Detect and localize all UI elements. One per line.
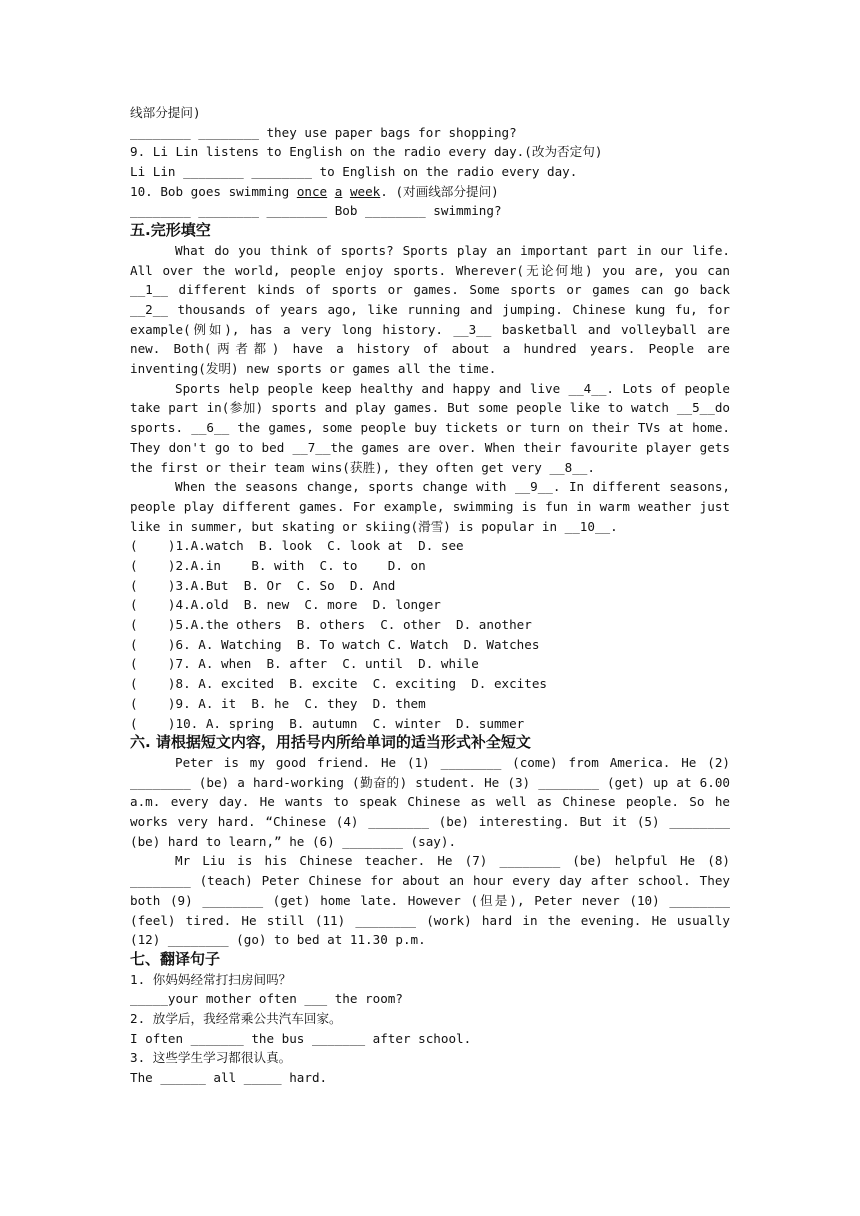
- section7-heading: 七、翻译句子: [130, 949, 221, 968]
- section4-line-2: ________ ________ they use paper bags for shopping?: [130, 124, 517, 140]
- section4-answer-10: ________ ________ ________ Bob ________ swimming?: [130, 203, 502, 219]
- cloze-paragraph-2: Sports help people keep healthy and happy and live __4__. Lots of people take part in(参加) sports and play games. But some people like to watch __5__do sports. __6__ the games, some people buy tickets or turn on their TVs at home. They don't go to bed __7__the games are over. When their favourite player gets the first or their team wins(获胜), they often get very __8__.: [130, 380, 730, 475]
- q10-underlined-once: once: [296, 183, 328, 199]
- cloze-paragraph-3: When the seasons change, sports change with __9__. In different seasons, people play different games. For example, swimming is fun in warm weather just like in summer, but skating or skiing(滑雪) is popular in __10__.: [130, 479, 730, 534]
- cloze-option-8: ( )8. A. excited B. excite C. exciting D. excites: [130, 676, 548, 692]
- translate-answer-3: The ______ all _____ hard.: [130, 1070, 328, 1086]
- cloze-option-7: ( )7. A. when B. after C. until D. while: [130, 656, 479, 672]
- q10-space: [327, 184, 335, 199]
- section5-heading: 五.完形填空: [130, 221, 211, 240]
- q10-underlined-a: a: [334, 183, 343, 199]
- cloze-option-10: ( )10. A. spring B. autumn C. winter D. summer: [130, 715, 525, 731]
- translate-answer-2: I often _______ the bus _______ after school.: [130, 1030, 472, 1046]
- section4-question-10: [130, 182, 730, 202]
- section4-question-9: 9. Li Lin listens to English on the radio every day.(改为否定句): [130, 144, 603, 160]
- section6-heading: 六. 请根据短文内容，用括号内所给单词的适当形式补全短文: [130, 733, 531, 752]
- fill-paragraph-1: Peter is my good friend. He (1) ________ (come) from America. He (2) ________ (be) a hard-working (勤奋的) student. He (3) ________ (get) up at 6.00 a.m. every day. He wants to speak Chinese as well as Chinese people. So he works very hard. “Chinese (4) ________ (be) interesting. But it (5) ________ (be) hard to learn,” he (6) ________ (say).: [130, 754, 730, 849]
- cloze-options: [130, 536, 730, 733]
- q10-text-post: . (对画线部分提问): [380, 183, 499, 199]
- worksheet-page: [130, 103, 730, 1088]
- section4-line-1: 线部分提问): [130, 105, 201, 120]
- translate-question-1: 1. 你妈妈经常打扫房间吗？: [130, 971, 292, 987]
- cloze-paragraph-1: What do you think of sports? Sports play an important part in our life. All over the world, people enjoy sports. Wherever(无论何地) you are, you can __1__ different kinds of sports or games. Some sports or games can go back __2__ thousands of years ago, like running and jumping. Chinese kung fu, for example(例如), has a very long history. __3__ basketball and volleyball are new. Both(两者都) have a history of about a hundred years. People are inventing(发明) new sports or games all the time.: [130, 242, 730, 377]
- cloze-option-4: ( )4.A.old B. new C. more D. longer: [130, 597, 441, 613]
- cloze-option-9: ( )9. A. it B. he C. they D. them: [130, 695, 426, 711]
- cloze-option-1: ( )1.A.watch B. look C. look at D. see: [130, 538, 464, 554]
- cloze-option-3: ( )3.A.But B. Or C. So D. And: [130, 577, 396, 593]
- cloze-option-6: ( )6. A. Watching B. To watch C. Watch D. Watches: [130, 636, 540, 652]
- cloze-option-5: ( )5.A.the others B. others C. other D. another: [130, 617, 532, 633]
- section4-answer-9: Li Lin ________ ________ to English on the radio every day.: [130, 164, 578, 180]
- q10-text-pre: 10. Bob goes swimming: [130, 183, 297, 199]
- fill-paragraph-2: Mr Liu is his Chinese teacher. He (7) ________ (be) helpful He (8) ________ (teach) Peter Chinese for about an hour every day after school. They both (9) ________ (get) home late. However (但是), Peter never (10) ________ (feel) tired. He still (11) ________ (work) hard in the evening. He usually (12) ________ (go) to bed at 11.30 p.m.: [130, 853, 730, 948]
- cloze-option-2: ( )2.A.in B. with C. to D. on: [130, 558, 426, 574]
- translate-question-3: 3. 这些学生学习都很认真。: [130, 1050, 292, 1066]
- translate-answer-1: _____your mother often ___ the room?: [130, 991, 403, 1007]
- translate-question-2: 2. 放学后，我经常乘公共汽车回家。: [130, 1011, 342, 1027]
- q10-underlined-week: week: [349, 183, 381, 199]
- q10-space-2: [342, 184, 350, 199]
